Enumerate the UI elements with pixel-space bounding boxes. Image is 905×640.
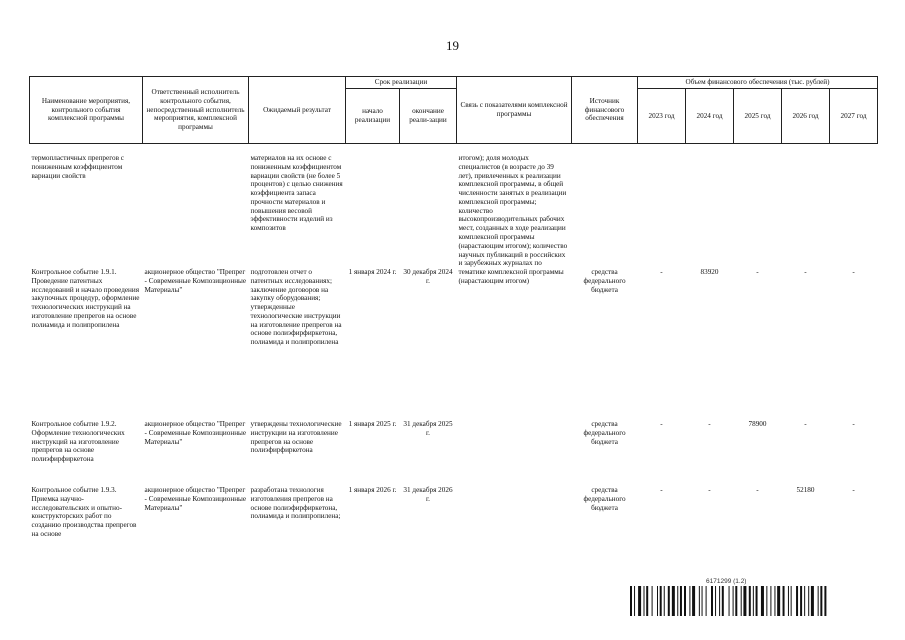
table-row <box>30 486 878 556</box>
cell-event: Контрольное событие 1.9.3. Приемка научно-исследовательских и опытно-конструкторских работ по созданию производства препрегов на основе <box>31 486 137 538</box>
header-year-2027: 2027 год <box>830 89 878 144</box>
cell-2026: 52180 <box>796 486 815 494</box>
barcode-icon <box>630 586 878 616</box>
header-link: Связь с показателями комплексной программы <box>457 77 572 144</box>
cell-2025: 78900 <box>748 420 767 428</box>
header-end: окончание реали-зации <box>400 89 457 144</box>
table-row <box>30 154 878 268</box>
cell-link <box>457 420 572 486</box>
cell-2025 <box>734 154 782 268</box>
header-start: начало реализации <box>346 89 400 144</box>
cell-event: Контрольное событие 1.9.1. Проведение патентных исследований и начало проведения закупочных процедур, оформление технологических инструкций на изготовление препрегов на основе полиамида и полипропилена <box>31 268 140 329</box>
header-source: Источник финансового обеспечения <box>572 77 638 144</box>
header-year-2023: 2023 год <box>638 89 686 144</box>
program-table <box>29 76 878 556</box>
header-year-2024: 2024 год <box>686 89 734 144</box>
cell-2024: 83920 <box>700 268 719 276</box>
cell-start <box>346 154 400 268</box>
cell-end <box>400 154 457 268</box>
cell-2027: - <box>852 486 855 494</box>
header-funding: Объем финансового обеспечения (тыс. рублей) <box>638 77 878 89</box>
cell-start: 1 января 2026 г. <box>348 486 397 494</box>
header-period: Срок реализации <box>346 77 457 89</box>
cell-2027 <box>830 154 878 268</box>
cell-end: 31 декабря 2026 г. <box>403 486 453 503</box>
cell-2027: - <box>852 268 855 276</box>
cell-responsible: акционерное общество "Препрег - Современные Композиционные Материалы" <box>144 268 247 294</box>
cell-link: итогом); доля молодых специалистов (в возрасте до 39 лет), привлеченных к реализации комплексной программы, в общей численности занятых в реализации комплексной программы; количество высокопроизводительных рабочих мест, созданных в ходе реализации комплексной программы (нарастающим итогом); количество научных публикаций в российских и зарубежных журналах по тематике комплексной программы (нарастающим итогом) <box>458 154 568 285</box>
header-responsible: Ответственный исполнитель контрольного события, непосредственный исполнитель мероприятия, комплексной программы <box>143 77 249 144</box>
cell-2026: - <box>804 420 807 428</box>
cell-source: средства федерального бюджета <box>583 268 626 294</box>
cell-2023 <box>638 154 686 268</box>
cell-result: материалов на их основе с пониженным коэффициентом вариации свойств (не более 5 процентов) с целью снижения коэффициента запаса прочности материалов и повышения весовой эффективности изделий из композитов <box>250 154 343 233</box>
cell-start: 1 января 2025 г. <box>348 420 397 428</box>
cell-responsible <box>143 154 249 268</box>
cell-end: 30 декабря 2024 г. <box>403 268 453 285</box>
cell-start: 1 января 2024 г. <box>348 268 397 276</box>
cell-result: разработана технология изготовления препрегов на основе полиэфирфиркетона, полиамида и полипропилена; <box>250 486 341 521</box>
header-event: Наименование мероприятия, контрольного события комплексной программы <box>30 77 143 144</box>
cell-2026 <box>782 154 830 268</box>
cell-end: 31 декабря 2025 г. <box>403 420 453 437</box>
page-number: 19 <box>446 38 459 53</box>
cell-2027: - <box>852 420 855 428</box>
cell-event: термопластичных препрегов с пониженным коэффициентом вариации свойств <box>31 154 124 180</box>
cell-2025: - <box>756 486 759 494</box>
cell-2026: - <box>804 268 807 276</box>
cell-2024: - <box>708 420 711 428</box>
cell-source <box>572 154 638 268</box>
header-result: Ожидаемый результат <box>249 77 346 144</box>
cell-2024: - <box>708 486 711 494</box>
header-year-2026: 2026 год <box>782 89 830 144</box>
cell-source: средства федерального бюджета <box>583 420 626 446</box>
cell-responsible: акционерное общество "Препрег - Современные Композиционные Материалы" <box>144 486 247 512</box>
cell-2024 <box>686 154 734 268</box>
cell-result: утверждены технологические инструкции на изготовление препрегов на основе полиэфирфиркетона <box>250 420 342 455</box>
cell-event: Контрольное событие 1.9.2. Оформление технологических инструкций на изготовление препрегов на основе полиэфирфиркетона <box>31 420 125 464</box>
cell-result: подготовлен отчет о патентных исследованиях; заключение договоров на закупку оборудования; утвержденные технологические инструкции на изготовление препрегов на основе полиэфирфиркетона, полиамида и полипропилена <box>250 268 342 347</box>
cell-source: средства федерального бюджета <box>583 486 626 512</box>
barcode-label: 6171299 (1.2) <box>706 578 747 585</box>
cell-2023: - <box>660 486 663 494</box>
cell-responsible: акционерное общество "Препрег - Современные Композиционные Материалы" <box>144 420 247 446</box>
header-year-2025: 2025 год <box>734 89 782 144</box>
cell-2023: - <box>660 268 663 276</box>
cell-2025: - <box>756 268 759 276</box>
cell-link <box>457 486 572 556</box>
table-row <box>30 268 878 420</box>
table-row <box>30 420 878 486</box>
cell-2023: - <box>660 420 663 428</box>
